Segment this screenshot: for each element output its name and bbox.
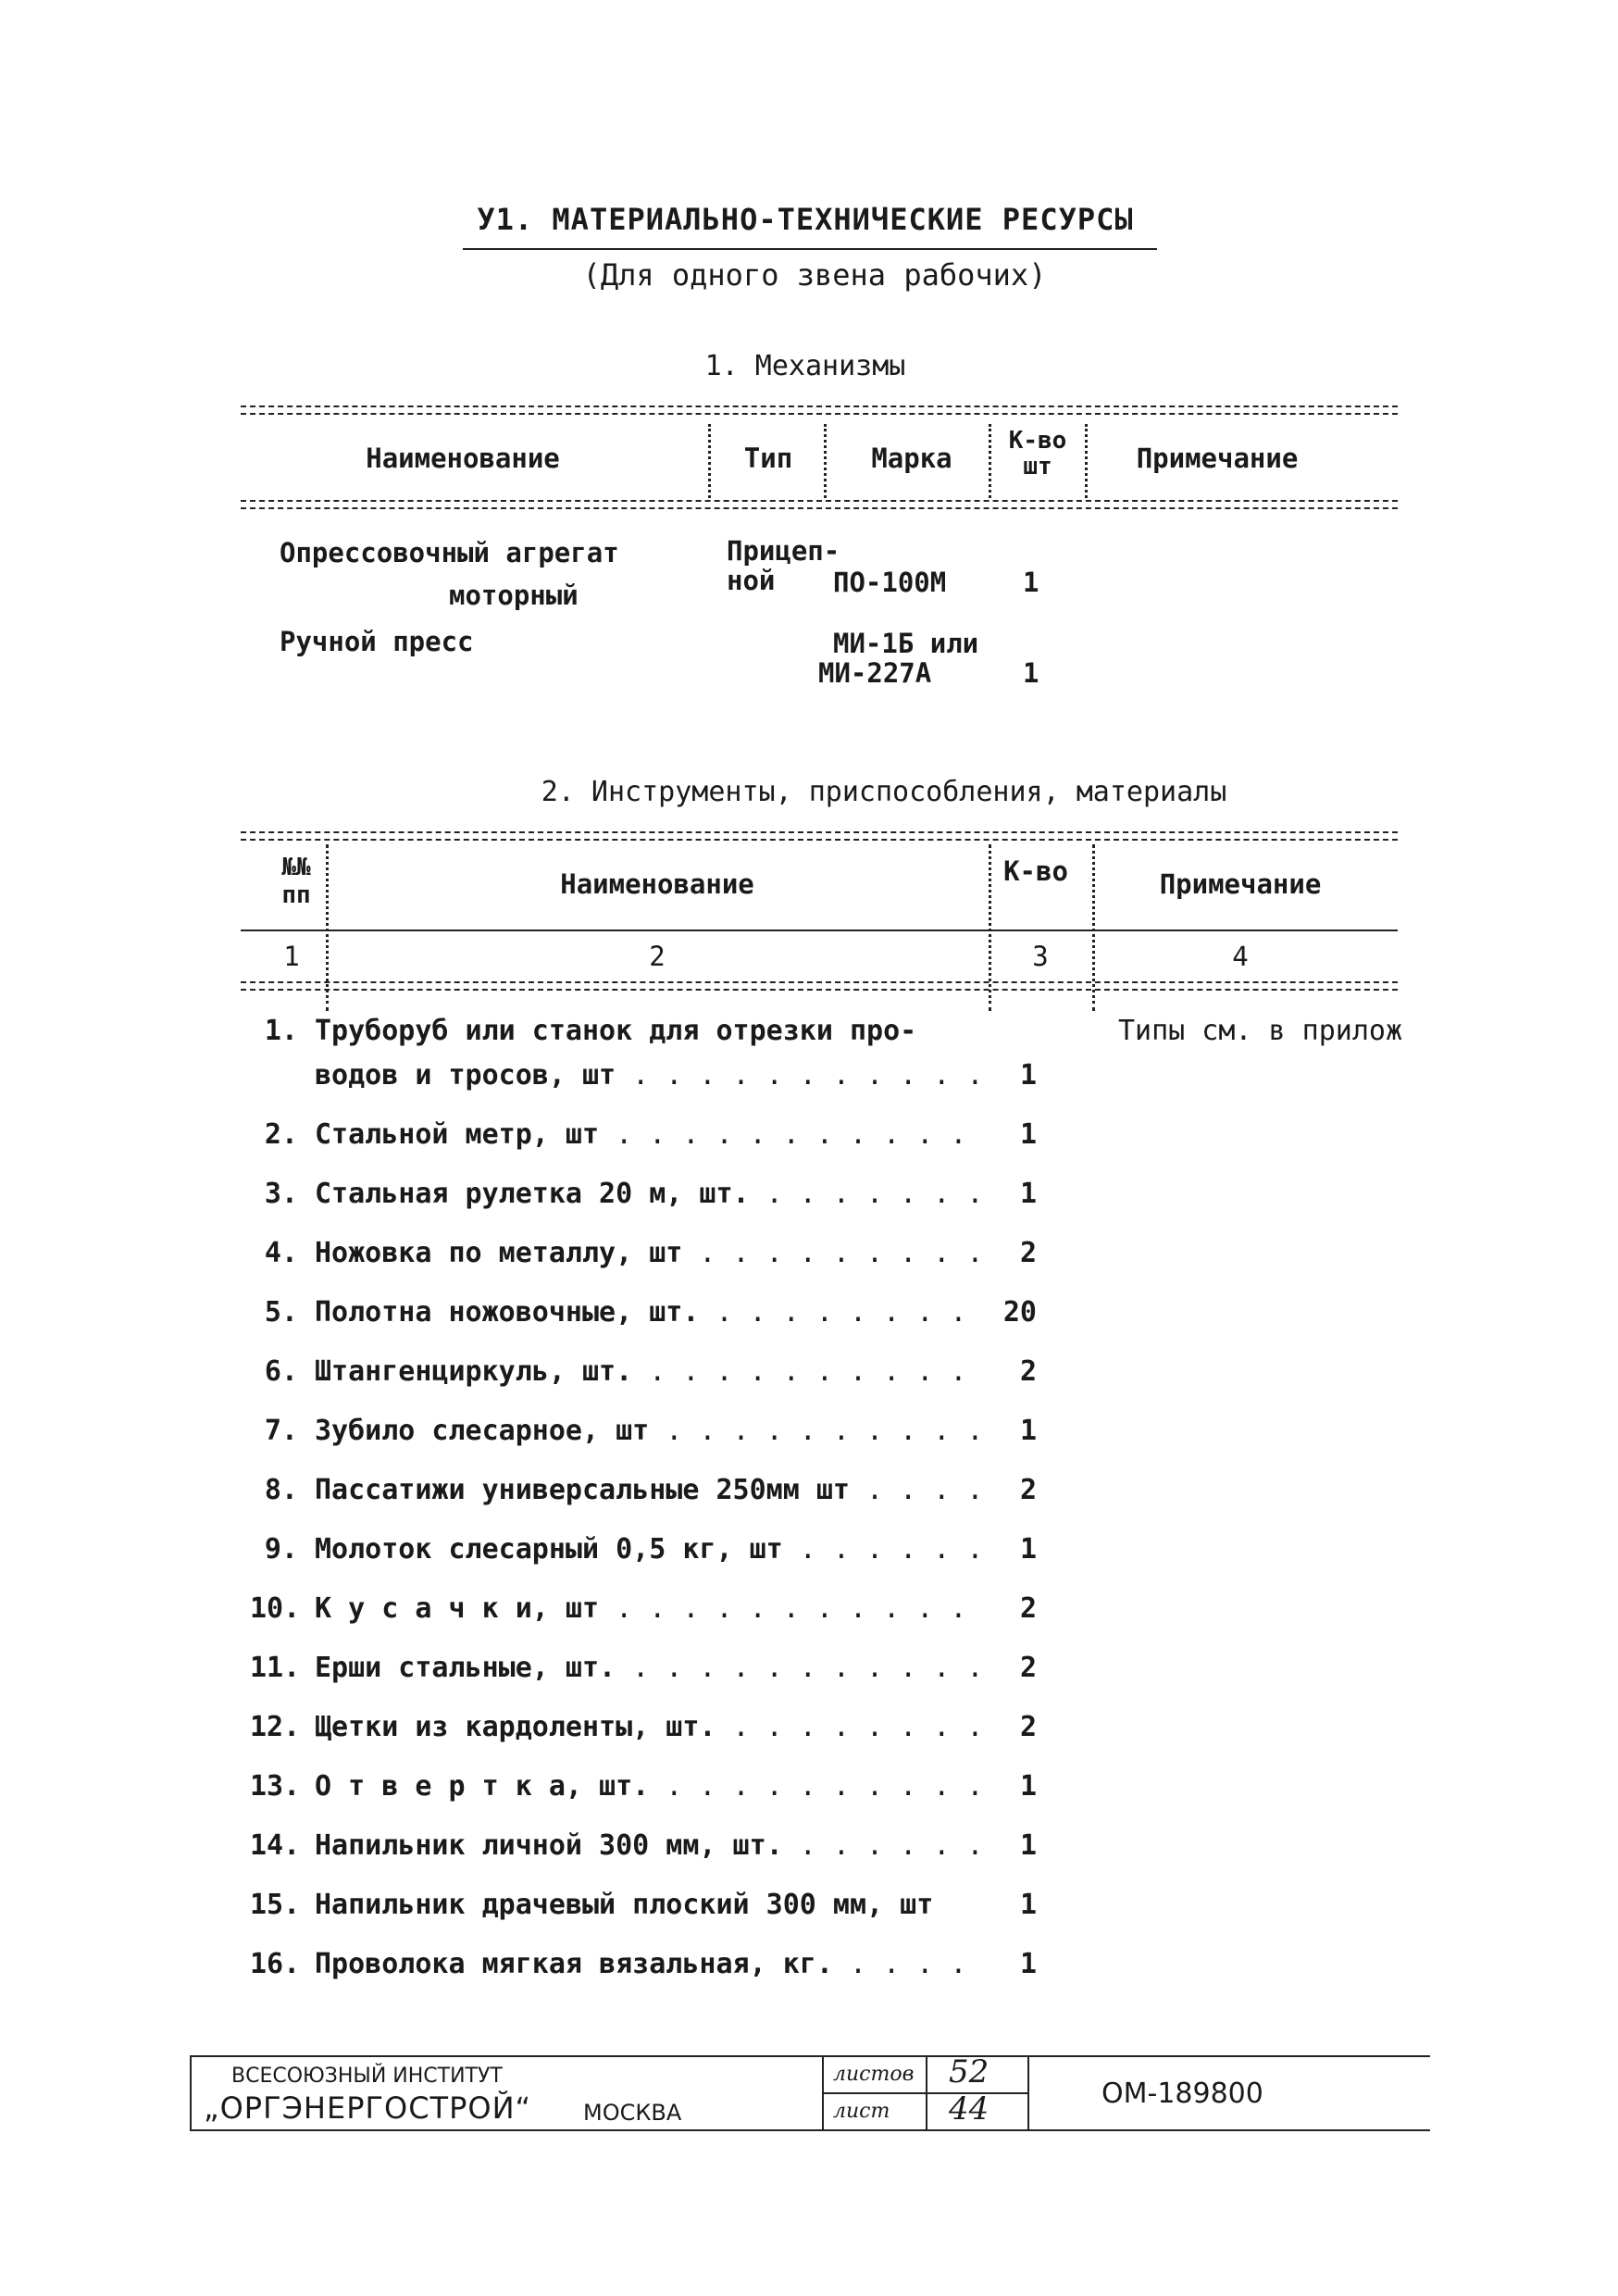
page-subtitle: (Для одного звена рабочих) [582, 257, 1047, 293]
table1-header-name: Наименование [366, 443, 560, 474]
tool-row-name-cont: водов и тросов, шт . . . [315, 1059, 981, 1092]
table1-header-border2 [241, 507, 1398, 511]
stamp-sheets-value: 52 [949, 2053, 989, 2090]
tool-row-number: 11. [250, 1652, 301, 1684]
table1-header-qty: К-во шт [1008, 427, 1067, 480]
tool-row-qty: 1 [981, 1948, 1037, 1980]
section1-title: 1. Механизмы [704, 350, 906, 382]
tool-row-name: Ножовка по металлу, шт . . . [315, 1237, 981, 1269]
stamp-left-border [190, 2055, 192, 2131]
tool-row-number: 16. [250, 1948, 301, 1980]
table2-header-num: №№ пп [281, 854, 311, 909]
tool-row-name: О т в е р т к а, шт. . . . [315, 1770, 981, 1803]
tool-row-number: 8. [264, 1474, 298, 1506]
table1-header-brand: Марка [871, 443, 952, 474]
tool-row-number: 5. [264, 1296, 298, 1329]
tool-row-qty: 1 [981, 1178, 1037, 1210]
tool-row-name: Штангенциркуль, шт. . . . [315, 1355, 981, 1388]
mech-row-1-name: Опрессовочный агрегат [280, 537, 619, 568]
table2-colnum-3: 3 [1032, 941, 1049, 972]
tool-row [250, 1355, 1592, 1411]
stamp-sheet-value: 44 [949, 2090, 989, 2128]
table1-header-border [241, 500, 1398, 504]
tool-row [250, 1118, 1592, 1174]
tool-row-name: Стальная рулетка 20 м, шт. . . . [315, 1178, 981, 1210]
table2-top-border2 [241, 839, 1398, 842]
tool-row-number: 7. [264, 1415, 298, 1447]
tool-row-name: Напильник личной 300 мм, шт. . . . [315, 1829, 981, 1862]
table2-colnum-1: 1 [283, 941, 300, 972]
stamp-sheet-label: лист [833, 2100, 890, 2123]
tool-row-qty: 1 [981, 1829, 1037, 1862]
table1-header-note: Примечание [1136, 443, 1299, 474]
table1-col-sep [989, 424, 991, 498]
table2-col-sep [326, 844, 329, 1011]
tool-row [250, 1237, 1592, 1292]
table2-top-border [241, 831, 1398, 835]
table1-header-type: Тип [743, 443, 793, 474]
tool-row [250, 1533, 1592, 1589]
table2-colnum-border2 [241, 989, 1398, 992]
tool-row-cont [250, 1059, 1592, 1115]
stamp-org-line1: ВСЕСОЮЗНЫЙ ИНСТИТУТ [231, 2065, 503, 2088]
tool-row-qty: 2 [981, 1237, 1037, 1269]
page-title: У1. МАТЕРИАЛЬНО-ТЕХНИЧЕСКИЕ РЕСУРСЫ [477, 202, 1134, 237]
tool-row [250, 1711, 1592, 1766]
tool-row-qty: 1 [981, 1415, 1037, 1447]
tool-row-number: 10. [250, 1592, 301, 1625]
tool-row [250, 1770, 1592, 1826]
tool-row-name: Щетки из кардоленты, шт. . . . [315, 1711, 981, 1743]
table2-colnum-2: 2 [649, 941, 666, 972]
tool-row-number: 9. [264, 1533, 298, 1566]
tool-row-name: Молоток слесарный 0,5 кг, шт . . . [315, 1533, 981, 1566]
stamp-org-line2: „ОРГЭНЕРГОСТРОЙ“ [204, 2090, 532, 2126]
stamp-bottom-border [190, 2129, 1430, 2131]
stamp-city: МОСКВА [583, 2100, 682, 2126]
tool-row-name: Напильник драчевый плоский 300 мм, шт [315, 1889, 934, 1921]
table1-col-sep [1085, 424, 1088, 498]
mech-row-1-type: Прицеп- [727, 535, 840, 567]
stamp-sheets-label: листов [833, 2063, 915, 2086]
mech-row-2-qty: 1 [1023, 657, 1039, 689]
tool-row-number: 2. [264, 1118, 298, 1151]
tool-row-qty: 2 [981, 1652, 1037, 1684]
table2-header-qty: К-во [1003, 855, 1068, 887]
table2-col-sep [989, 844, 991, 1011]
table1-top-border2 [241, 413, 1398, 417]
tool-row [250, 1652, 1592, 1707]
tool-row-name: Ерши стальные, шт. . . . [315, 1652, 981, 1684]
tool-row [250, 1829, 1592, 1885]
title-underline [463, 248, 1157, 250]
tool-row-qty: 2 [981, 1474, 1037, 1506]
tool-row [250, 1592, 1592, 1648]
mech-row-2-brand-cont: МИ-227А [818, 657, 932, 689]
tool-row-name: Проволока мягкая вязальная, кг. . . . [315, 1948, 981, 1980]
tool-row-number: 4. [264, 1237, 298, 1269]
stamp-divider [1027, 2055, 1029, 2131]
tool-row-qty: 2 [981, 1355, 1037, 1388]
table2-colnum-border [241, 981, 1398, 985]
tool-row-number: 6. [264, 1355, 298, 1388]
tool-row-name: К у с а ч к и, шт . . . [315, 1592, 981, 1625]
tool-row [250, 1889, 1592, 1944]
tool-row-number: 15. [250, 1889, 301, 1921]
tool-row-name: Пассатижи универсальные 250мм шт . . . [315, 1474, 981, 1506]
stamp-row-divider [822, 2092, 1027, 2094]
tool-row-name: Стальной метр, шт . . . [315, 1118, 981, 1151]
section2-title: 2. Инструменты, приспособления, материалы [541, 776, 1227, 808]
tool-row-number: 14. [250, 1829, 301, 1862]
tool-row [250, 1415, 1592, 1470]
tool-row-qty: 1 [981, 1889, 1037, 1921]
table1-top-border [241, 406, 1398, 409]
tool-row-number: 12. [250, 1711, 301, 1743]
mech-row-1-name-cont: моторный [449, 580, 579, 611]
mech-row-1-qty: 1 [1023, 567, 1039, 598]
mech-row-2-brand: МИ-1Б или [833, 628, 979, 659]
tool-row-number: 13. [250, 1770, 301, 1803]
table1-col-sep [824, 424, 827, 498]
tool-row-qty: 1 [981, 1118, 1037, 1151]
tool-row-name: Полотна ножовочные, шт. . . . [315, 1296, 981, 1329]
tool-row-name: Труборуб или станок для отрезки про- [315, 1015, 917, 1047]
tool-row-number: 1. [264, 1015, 298, 1047]
stamp-top-border [190, 2055, 1430, 2057]
mech-row-2-name: Ручной пресс [280, 626, 474, 657]
tool-row-note: Типы см. в прилож [1118, 1015, 1403, 1047]
tool-row-qty: 2 [981, 1592, 1037, 1625]
tool-row-name: Зубило слесарное, шт . . . [315, 1415, 981, 1447]
stamp-doc-code: ОМ-189800 [1101, 2078, 1263, 2110]
table2-col-sep [1092, 844, 1095, 1011]
tool-row-number: 3. [264, 1178, 298, 1210]
mech-row-1-type-cont: ной [727, 565, 776, 596]
table1-col-sep [708, 424, 711, 498]
tool-row-qty: 2 [981, 1711, 1037, 1743]
tool-row-qty: 1 [981, 1533, 1037, 1566]
tool-row-qty: 1 [981, 1770, 1037, 1803]
tool-row [250, 1474, 1592, 1529]
table2-header-note: Примечание [1159, 868, 1322, 900]
table2-header-name: Наименование [560, 868, 754, 900]
tool-row-qty: 20 [981, 1296, 1037, 1329]
tool-row [250, 1178, 1592, 1233]
mech-row-1-brand: ПО-100М [833, 567, 947, 598]
tool-row [250, 1948, 1592, 2003]
table2-colnum-4: 4 [1232, 941, 1249, 972]
tool-row-qty: 1 [981, 1059, 1037, 1092]
tool-row [250, 1296, 1592, 1352]
table2-header-divider [241, 930, 1398, 931]
